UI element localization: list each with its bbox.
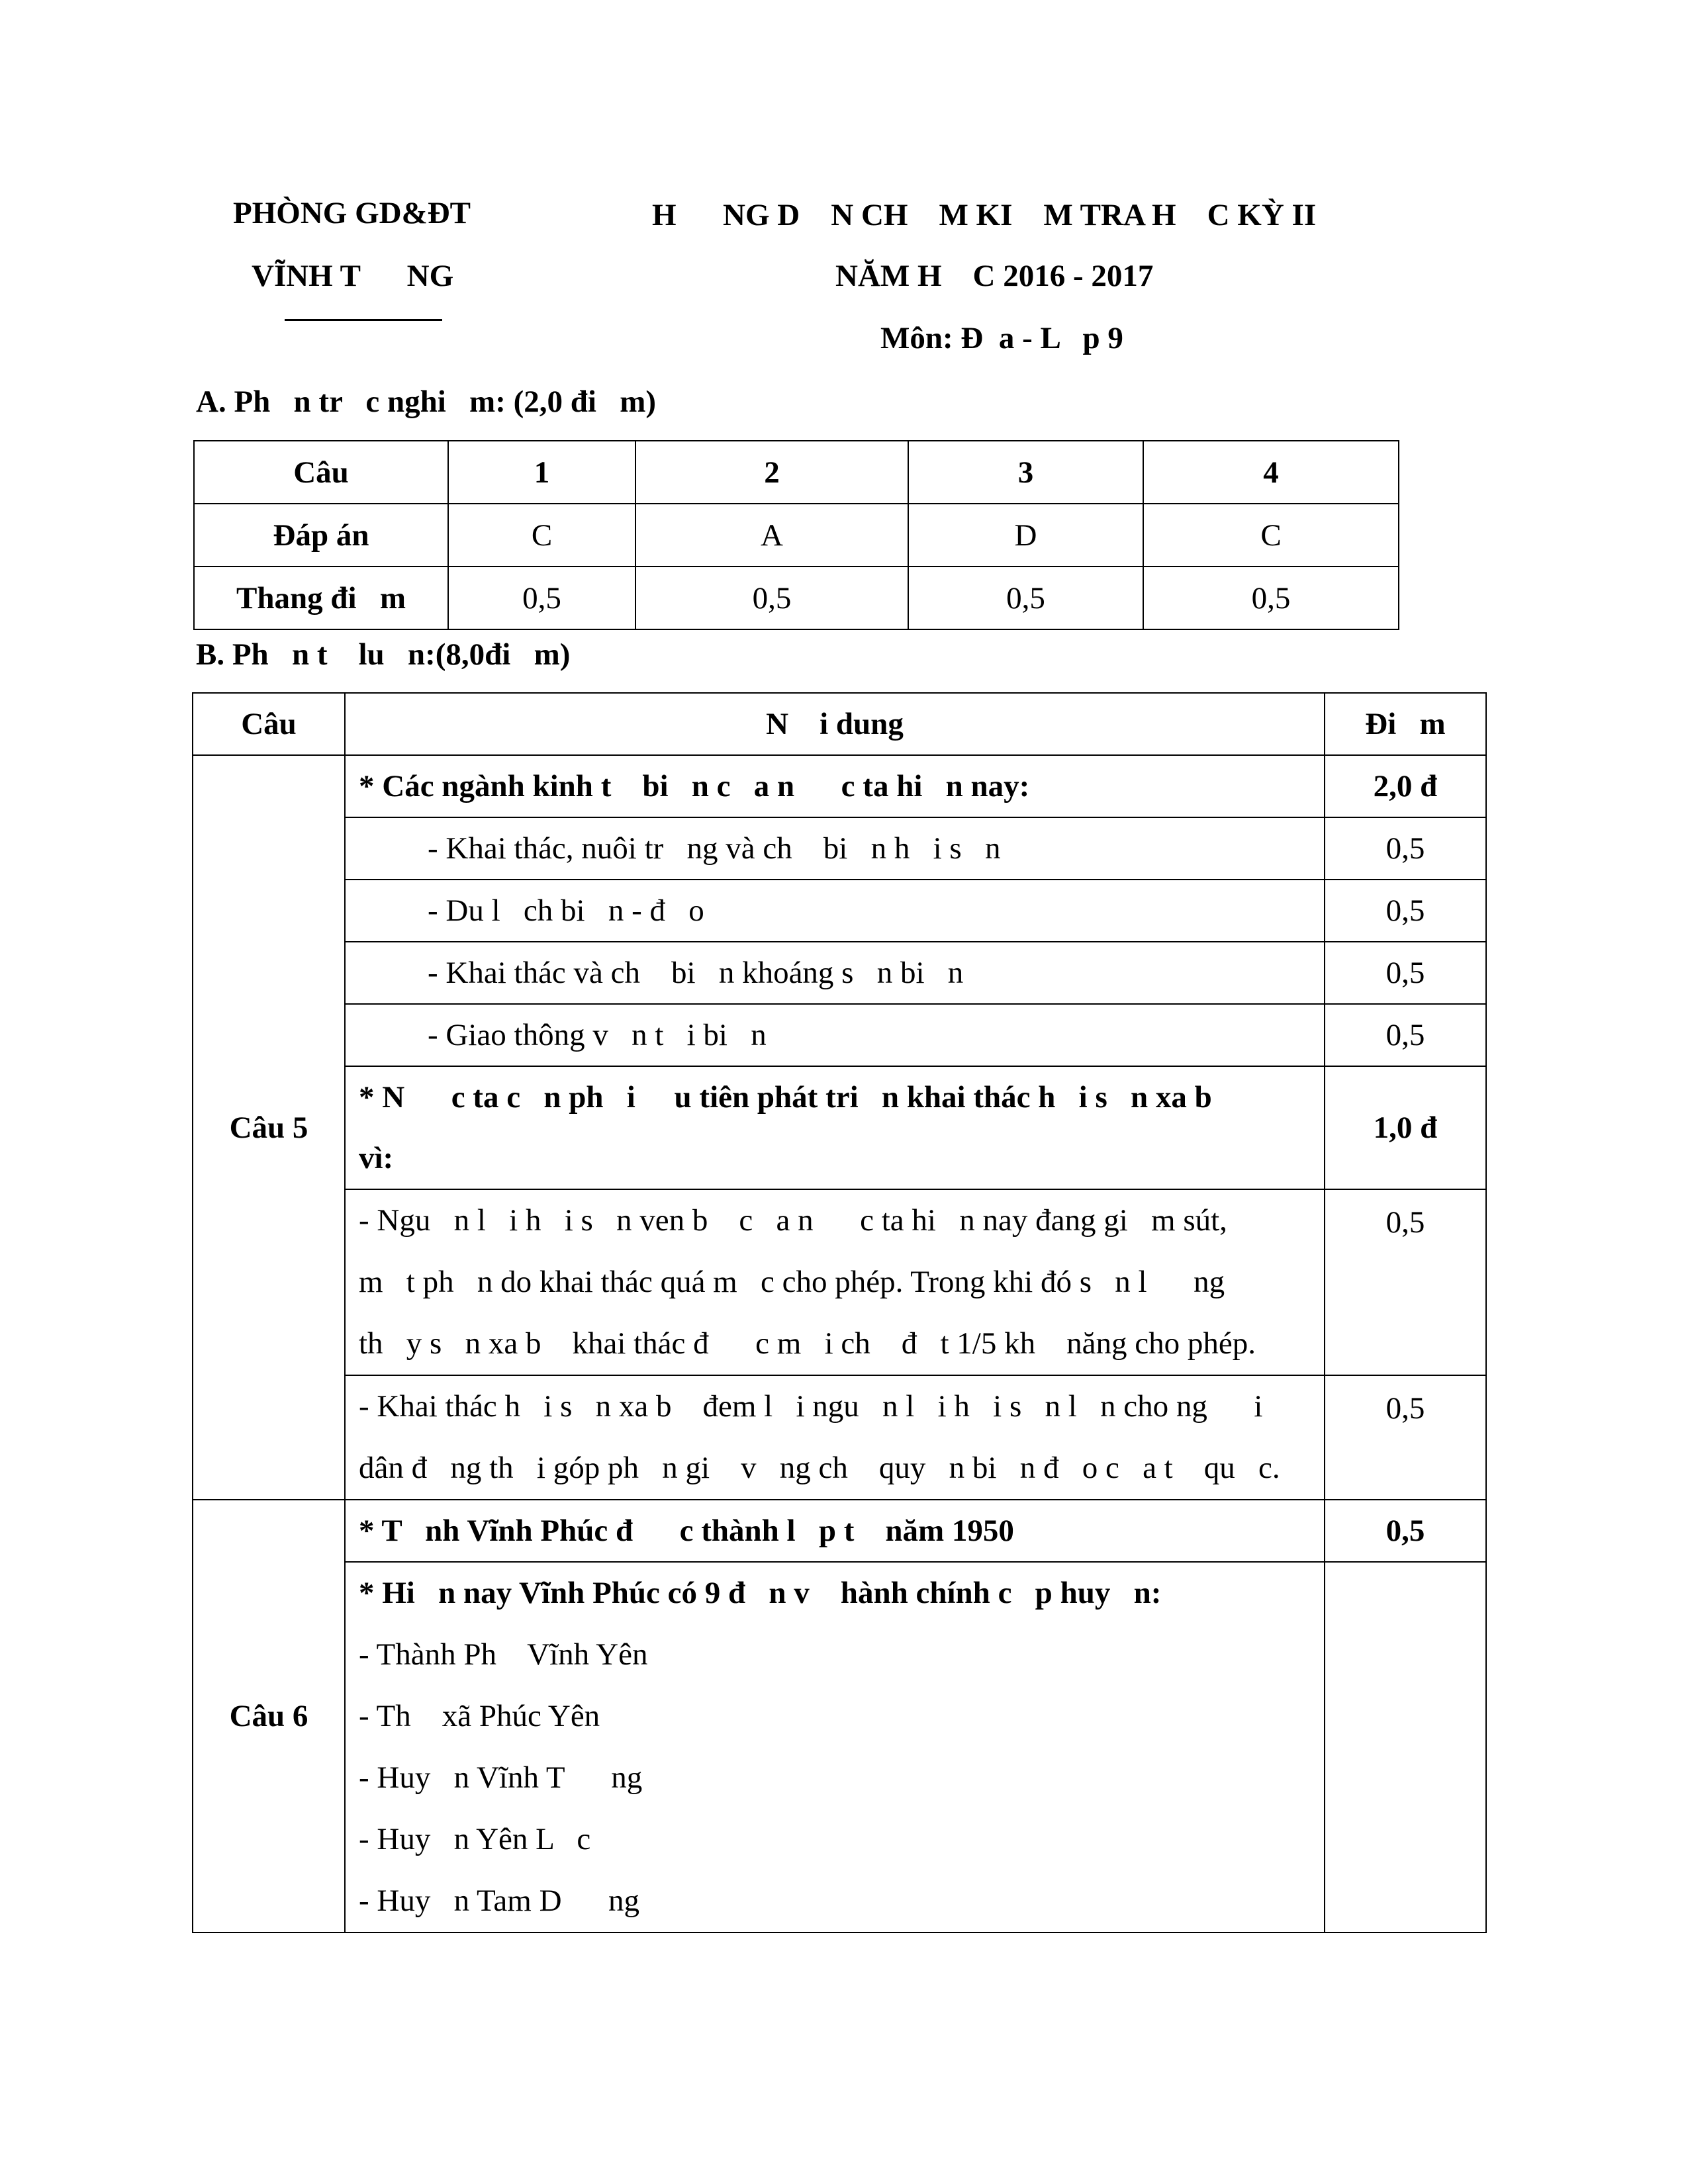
section-score: 2,0 đ [1325, 755, 1486, 817]
score-cell: 0,5 [635, 567, 908, 629]
district-name: VĨNH T NG [252, 259, 454, 293]
question-label: Câu 6 [193, 1500, 345, 1933]
paragraph-line: - Khai thác h i s n xa b đem l i ngu n l i h i s n l n cho ng i [359, 1389, 1263, 1424]
table-row [193, 755, 1486, 817]
list-item: - Giao thông v n t i bi n [345, 1004, 1325, 1066]
header-cell: 3 [908, 441, 1143, 504]
paragraph-line: m t ph n do khai thác quá m c cho phép. Trong khi đó s n l ng [359, 1265, 1225, 1299]
section-heading: * T nh Vĩnh Phúc đ c thành l p t năm 1950 [345, 1500, 1325, 1562]
table-row [193, 1004, 1486, 1066]
paragraph [345, 1375, 1325, 1500]
header-underline [285, 319, 442, 321]
answer-cell: D [908, 504, 1143, 567]
list-item: - Du l ch bi n - đ o [345, 880, 1325, 942]
score-cell: 0,5 [448, 567, 635, 629]
part-a-heading: A. Ph n tr c nghi m: (2,0 đi m) [196, 385, 656, 419]
score-label: Thang đi m [194, 567, 448, 629]
section-heading: * Các ngành kinh t bi n c a n c ta hi n nay: [345, 755, 1325, 817]
header-cell: 1 [448, 441, 635, 504]
header-cell: 2 [635, 441, 908, 504]
paragraph-score: 0,5 [1325, 1189, 1486, 1375]
col-header-content: N i dung [345, 693, 1325, 755]
table-row [194, 567, 1399, 629]
table-row [193, 1189, 1486, 1375]
table-row [194, 504, 1399, 567]
paragraph [345, 1189, 1325, 1375]
table-row [193, 1500, 1486, 1562]
col-header-cau: Câu [193, 693, 345, 755]
school-year: NĂM H C 2016 - 2017 [835, 259, 1154, 293]
answer-table [193, 440, 1399, 630]
answer-cell: A [635, 504, 908, 567]
table-row [193, 880, 1486, 942]
answer-cell: C [448, 504, 635, 567]
answer-cell: C [1143, 504, 1399, 567]
department-name: PHÒNG GD&ĐT [233, 196, 471, 230]
table-row [193, 693, 1486, 755]
list-item: - Th xã Phúc Yên [359, 1699, 600, 1733]
heading-line: * N c ta c n ph i u tiên phát tri n khai thác h i s n xa b [359, 1080, 1212, 1115]
col-header-score: Đi m [1325, 693, 1486, 755]
section-score: 0,5 [1325, 1500, 1486, 1562]
item-score: 0,5 [1325, 1004, 1486, 1066]
section-heading: * Hi n nay Vĩnh Phúc có 9 đ n v hành chính c p huy n: [359, 1576, 1162, 1610]
header-cell: 4 [1143, 441, 1399, 504]
paragraph-score: 0,5 [1325, 1375, 1486, 1500]
paragraph-line: dân đ ng th i góp ph n gi v ng ch quy n bi n đ o c a t qu c. [359, 1451, 1280, 1485]
paragraph-line: th y s n xa b khai thác đ c m i ch đ t 1/5 kh năng cho phép. [359, 1326, 1256, 1361]
list-item: - Khai thác và ch bi n khoáng s n bi n [345, 942, 1325, 1004]
table-row [193, 1066, 1486, 1189]
table-row [194, 441, 1399, 504]
paragraph-line: - Ngu n l i h i s n ven b c a n c ta hi n nay đang gi m sút, [359, 1203, 1227, 1238]
part-b-heading: B. Ph n t lu n:(8,0đi m) [196, 637, 571, 672]
table-row [193, 1562, 1486, 1933]
document-title: H NG D N CH M KI M TRA H C KỲ II [652, 198, 1317, 232]
list-item: - Thành Ph Vĩnh Yên [359, 1637, 648, 1672]
section-heading [345, 1066, 1325, 1189]
list-item: - Huy n Vĩnh T ng [359, 1760, 643, 1795]
table-row [193, 1375, 1486, 1500]
essay-table [192, 692, 1487, 1933]
list-item: - Huy n Yên L c [359, 1822, 591, 1856]
item-score: 0,5 [1325, 880, 1486, 942]
list-item: - Huy n Tam D ng [359, 1884, 640, 1918]
header-cell: Câu [194, 441, 448, 504]
table-row [193, 942, 1486, 1004]
table-row [193, 817, 1486, 880]
score-cell: 0,5 [1143, 567, 1399, 629]
item-score: 0,5 [1325, 817, 1486, 880]
subject-line: Môn: Đ a - L p 9 [880, 321, 1123, 355]
list-item: - Khai thác, nuôi tr ng và ch bi n h i s n [345, 817, 1325, 880]
section-score: 1,0 đ [1325, 1066, 1486, 1189]
heading-line: vì: [359, 1141, 394, 1175]
question-label: Câu 5 [193, 755, 345, 1500]
item-score: 0,5 [1325, 942, 1486, 1004]
score-cell: 0,5 [908, 567, 1143, 629]
unit-list [345, 1562, 1325, 1933]
empty-score-cell [1325, 1562, 1486, 1933]
answer-label: Đáp án [194, 504, 448, 567]
